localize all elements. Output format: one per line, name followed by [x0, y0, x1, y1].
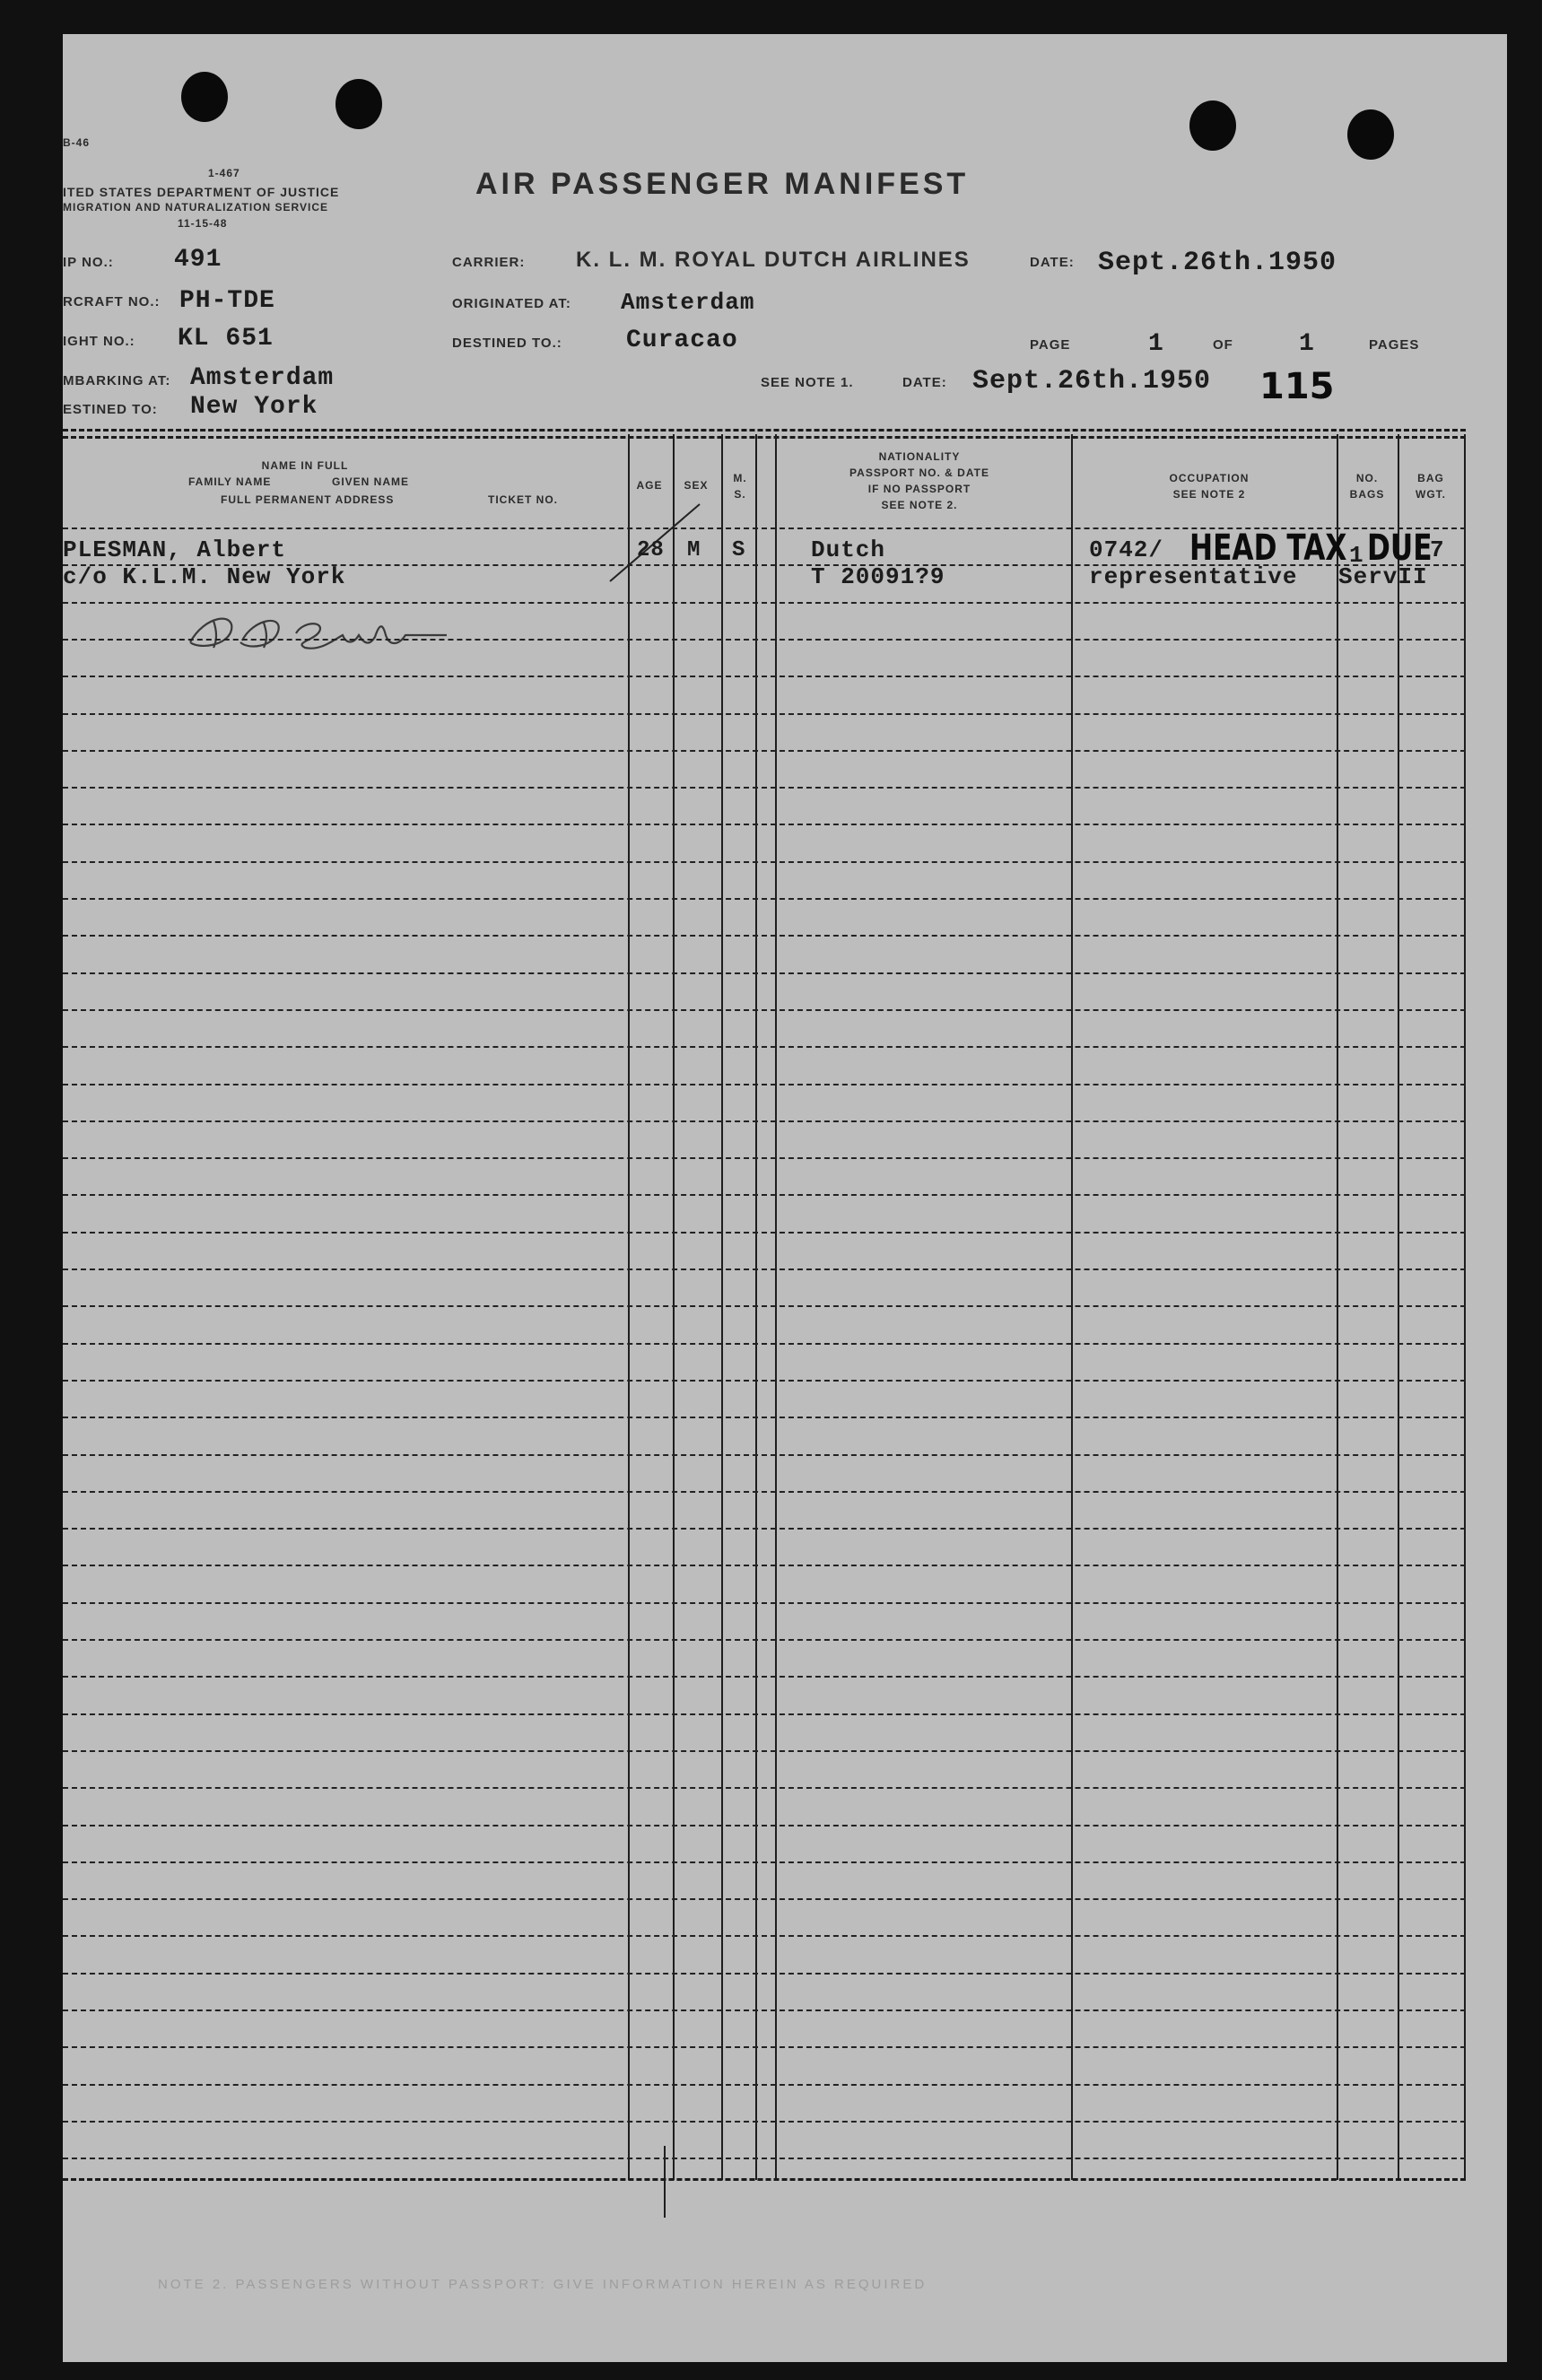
table-row-line	[63, 1750, 1466, 1752]
table-row-line	[63, 787, 1466, 789]
passenger-age: 28	[637, 538, 665, 562]
binding-tick	[664, 2146, 666, 2218]
col-nationality-3: IF NO PASSPORT	[867, 483, 971, 495]
table-row-line	[63, 1528, 1466, 1530]
table-row-line	[63, 527, 1466, 529]
passenger-passport: T 20091?9	[811, 563, 945, 590]
table-row-line	[63, 1417, 1466, 1418]
col-sex: SEX	[684, 479, 709, 492]
passenger-signature	[178, 599, 465, 662]
table-row-line	[63, 1639, 1466, 1641]
punch-hole	[181, 72, 228, 122]
table-row-line	[63, 1268, 1466, 1270]
trip-label: IP NO.:	[63, 255, 114, 270]
table-row-line	[63, 676, 1466, 677]
table-row-line	[63, 1973, 1466, 1975]
destined-value: Curacao	[626, 327, 738, 354]
table-row-line	[63, 639, 1466, 641]
col-nationality-4: SEE NOTE 2.	[881, 499, 958, 511]
column-divider	[755, 434, 757, 2180]
table-row-line	[63, 1380, 1466, 1382]
column-divider	[673, 434, 675, 2180]
page-value: 1	[1148, 330, 1164, 358]
table-row-line	[63, 898, 1466, 900]
form-date: 11-15-48	[178, 217, 228, 230]
col-weight-2: WGT.	[1416, 488, 1446, 501]
col-bags-1: NO.	[1355, 472, 1379, 484]
table-row-line	[63, 1565, 1466, 1566]
table-row-line	[63, 1046, 1466, 1048]
passenger-occupation-code: 0742/	[1089, 536, 1164, 563]
manifest-sheet	[63, 34, 1507, 2362]
table-row-line	[63, 1305, 1466, 1307]
passenger-sex: M	[687, 538, 701, 562]
table-row-line	[63, 2084, 1466, 2086]
col-bags-2: BAGS	[1349, 488, 1385, 501]
table-row-line	[63, 1157, 1466, 1159]
pages-label: PAGES	[1369, 337, 1420, 353]
originated-label: ORIGINATED AT:	[452, 296, 571, 311]
table-row-line	[63, 1602, 1466, 1604]
table-row-line	[63, 861, 1466, 863]
passenger-occupation: representative	[1089, 563, 1298, 590]
col-occupation-2: SEE NOTE 2	[1172, 488, 1246, 501]
carrier-label: CARRIER:	[452, 255, 526, 270]
column-divider	[628, 434, 630, 2180]
passenger-bag-weight: 7	[1430, 536, 1445, 563]
column-divider	[721, 434, 723, 2180]
column-divider	[1398, 434, 1399, 2180]
of-label: OF	[1213, 337, 1233, 353]
table-row-line	[63, 2121, 1466, 2123]
svg-text:D.D.Evans: D.D.Evans	[178, 599, 182, 600]
table-row-line	[63, 1676, 1466, 1678]
passenger-bag-note: ServII	[1338, 563, 1428, 590]
see-note-label: SEE NOTE 1.	[761, 375, 854, 390]
table-row-line	[63, 602, 1466, 604]
punch-hole	[1347, 109, 1394, 160]
col-occupation-1: OCCUPATION	[1169, 472, 1250, 484]
col-ticket: TICKET NO.	[488, 493, 558, 506]
head-tax-stamp: HEAD TAX	[1189, 527, 1347, 569]
table-row-line	[63, 1825, 1466, 1826]
col-name-line1: NAME IN FULL	[261, 459, 349, 472]
table-row-line	[63, 1120, 1466, 1122]
manifest-stamp-number: 115	[1259, 366, 1335, 407]
table-row-line	[63, 2158, 1466, 2159]
table-row-line	[63, 1232, 1466, 1234]
column-divider	[1071, 434, 1073, 2180]
col-age: AGE	[636, 479, 663, 492]
table-row-line	[63, 935, 1466, 937]
table-row-line	[63, 1009, 1466, 1011]
page-title: AIR PASSENGER MANIFEST	[475, 167, 970, 201]
embarking-value: Amsterdam	[190, 364, 335, 392]
col-nationality-1: NATIONALITY	[878, 450, 961, 463]
col-nationality-2: PASSPORT NO. & DATE	[849, 466, 989, 479]
table-row-line	[63, 713, 1466, 715]
table-row-line	[63, 1713, 1466, 1715]
form-id: 1-467	[208, 167, 240, 179]
passenger-marital: S	[732, 538, 746, 562]
flight-label: IGHT NO.:	[63, 334, 135, 349]
passenger-bags: 1	[1349, 542, 1364, 569]
table-row-line	[63, 1861, 1466, 1863]
aircraft-label: RCRAFT NO.:	[63, 294, 161, 309]
column-divider	[775, 434, 777, 2180]
date2-value: Sept.26th.1950	[972, 366, 1212, 397]
rule	[63, 429, 1466, 432]
table-row-line	[63, 1084, 1466, 1085]
table-row-line	[63, 824, 1466, 825]
table-row-line	[63, 1491, 1466, 1493]
passenger-nationality: Dutch	[811, 536, 886, 563]
date-label: DATE:	[1030, 255, 1075, 270]
column-divider	[1464, 434, 1466, 2180]
table-row-line	[63, 750, 1466, 752]
table-bottom-rule	[63, 2178, 1466, 2181]
col-name-given: GIVEN NAME	[332, 475, 410, 488]
table-row-line	[63, 1935, 1466, 1937]
carrier-value: K. L. M. ROYAL DUTCH AIRLINES	[576, 248, 971, 272]
passenger-address: c/o K.L.M. New York	[63, 563, 346, 590]
destined2-value: New York	[190, 393, 318, 421]
col-weight-1: BAG	[1417, 472, 1444, 484]
embarking-label: MBARKING AT:	[63, 373, 171, 388]
footnote: NOTE 2. PASSENGERS WITHOUT PASSPORT: GIVE INFORMATION HEREIN AS REQUIRED	[158, 2277, 928, 2292]
col-name-family: FAMILY NAME	[188, 475, 272, 488]
aircraft-value: PH-TDE	[179, 287, 275, 315]
date-value: Sept.26th.1950	[1098, 248, 1337, 278]
punch-hole	[335, 79, 382, 129]
table-row-line	[63, 2046, 1466, 2048]
page-label: PAGE	[1030, 337, 1071, 353]
table-row-line	[63, 1454, 1466, 1456]
service-line: MIGRATION AND NATURALIZATION SERVICE	[63, 201, 328, 214]
flight-value: KL 651	[178, 325, 274, 353]
form-number-top: B-46	[63, 136, 91, 149]
punch-hole	[1189, 100, 1236, 151]
col-ms-1: M.	[733, 472, 747, 484]
table-row-line	[63, 1898, 1466, 1900]
col-address: FULL PERMANENT ADDRESS	[221, 493, 395, 506]
table-row-line	[63, 972, 1466, 974]
destined-label: DESTINED TO.:	[452, 336, 562, 351]
destined2-label: ESTINED TO:	[63, 402, 158, 417]
passenger-name: PLESMAN, Albert	[63, 536, 287, 563]
of-value: 1	[1299, 330, 1315, 358]
trip-value: 491	[174, 246, 222, 274]
originated-value: Amsterdam	[621, 289, 755, 316]
date2-label: DATE:	[902, 375, 947, 390]
due-stamp: DUE	[1367, 527, 1433, 569]
table-row-line	[63, 564, 1466, 566]
table-row-line	[63, 1194, 1466, 1196]
table-row-line	[63, 1787, 1466, 1789]
table-row-line	[63, 1343, 1466, 1345]
department-line: ITED STATES DEPARTMENT OF JUSTICE	[63, 185, 340, 199]
col-ms-2: S.	[734, 488, 746, 501]
column-divider	[1337, 434, 1338, 2180]
table-row-line	[63, 2009, 1466, 2011]
rule	[63, 436, 1466, 439]
